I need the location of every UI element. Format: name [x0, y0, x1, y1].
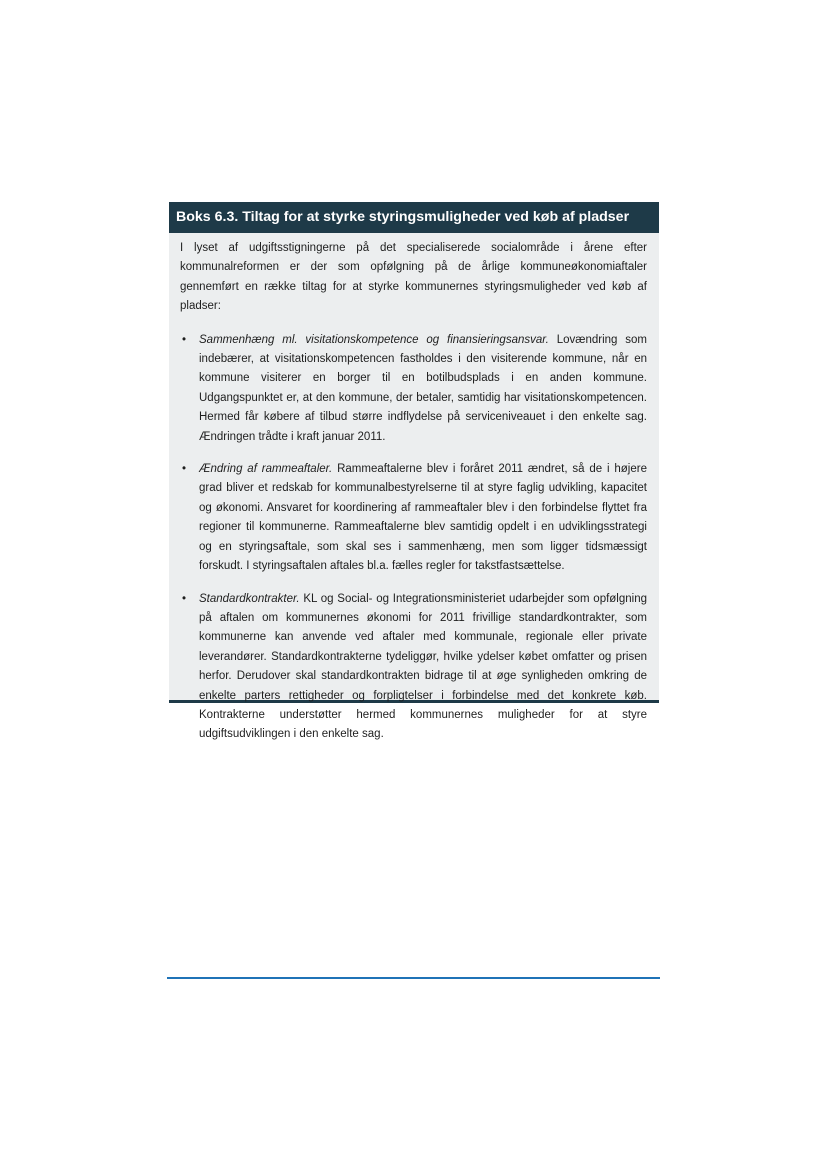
box-title: Boks 6.3. Tiltag for at styrke styringsmuligheder ved køb af pladser — [169, 202, 659, 233]
bullet-body: Lovændring som indebærer, at visitationskompetencen fastholdes i den visiterende kommune, når en kommune visiterer en borger til en botilbudsplads i en anden kommune. Udgangspunktet er, at den kommune, der betaler, samtidig har visitationskompetencen. Hermed får købere af tilbud større indflydelse på serviceniveauet i den enkelte sag. Ændringen trådte i kraft januar 2011. — [199, 333, 647, 443]
bullet-text — [199, 460, 647, 576]
bullet-item — [180, 460, 647, 576]
bullet-title: Sammenhæng ml. visitationskompetence og finansieringsansvar. — [199, 333, 549, 346]
info-box — [169, 202, 659, 741]
bullet-item — [180, 590, 647, 745]
bullet-body: KL og Social- og Integrationsministeriet udarbejder som opfølgning på aftalen om kommunernes økonomi for 2011 frivillige standardkontrakter, som kommunerne kan anvende ved aftaler med kommunale, regionale eller private leverandører. Standardkontrakterne tydeliggør, hvilke ydelser købet omfatter og prisen herfor. Derudover skal standardkontrakten bidrage til at øge synligheden omkring de enkelte parters rettigheder og forpligtelser i forbindelse med det konkrete køb. Kontrakterne understøtter hermed kommunernes muligheder for at styre udgiftsudviklingen i den enkelte sag. — [199, 592, 647, 741]
box-body — [169, 233, 659, 745]
intro-paragraph: I lyset af udgiftsstigningerne på det specialiserede socialområde i årene efter kommunalreformen er der som opfølgning på de årlige kommuneøkonomiaftaler gennemført en række tiltag for at styrke kommunernes styringsmuligheder ved køb af pladser: — [180, 242, 647, 313]
bullet-item — [180, 331, 647, 447]
bullet-list — [180, 331, 647, 745]
bullet-text — [199, 590, 647, 745]
footer-divider — [167, 977, 660, 979]
bullet-icon: • — [182, 463, 187, 476]
bullet-icon: • — [182, 333, 187, 346]
bullet-title: Ændring af rammeaftaler. — [199, 463, 333, 476]
bullet-text — [199, 331, 647, 447]
bullet-body: Rammeaftalerne blev i foråret 2011 ændret, så de i højere grad bliver et redskab for kommunalbestyrelserne til at styre faglig udvikling, kapacitet og økonomi. Ansvaret for koordinering af rammeaftaler blev i den forbindelse flyttet fra regioner til kommunerne. Rammeaftalerne blev samtidig opdelt i en udviklingsstrategi og en styringsaftale, som skal ses i sammenhæng, men som ligger tidsmæssigt forskudt. I styringsaftalen aftales bl.a. fælles regler for takstfastsættelse. — [199, 463, 647, 573]
bullet-icon: • — [182, 592, 187, 605]
bullet-title: Standardkontrakter. — [199, 592, 300, 605]
